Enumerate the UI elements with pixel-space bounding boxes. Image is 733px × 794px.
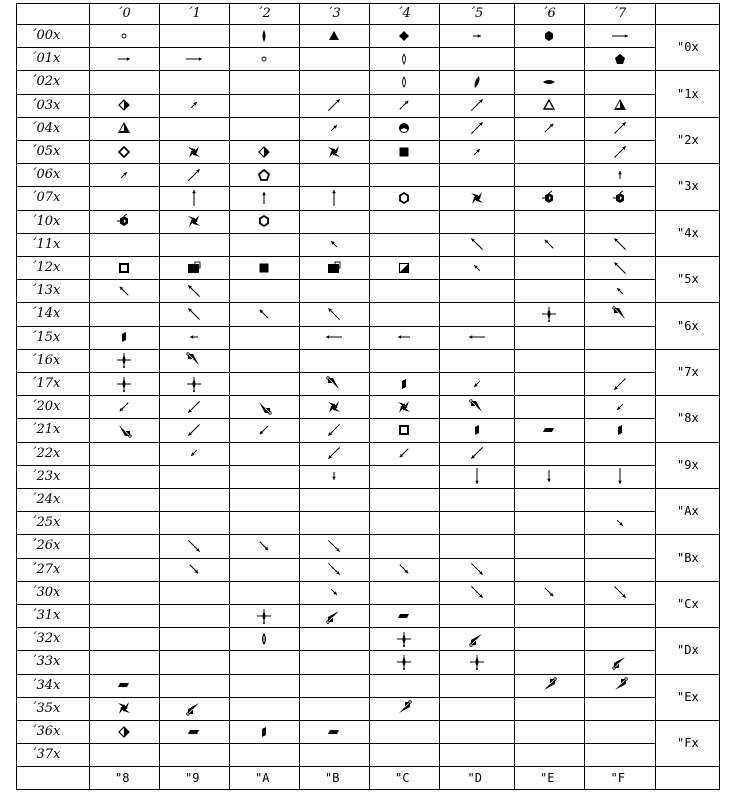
- grid-hline: [16, 558, 656, 559]
- circle-trefoil-icon: [395, 119, 413, 137]
- parallelogram-h-icon: [325, 723, 343, 741]
- arrow-nw-short-icon: [325, 235, 343, 253]
- grid-hline: [16, 140, 656, 141]
- grid-hline: [16, 279, 656, 280]
- arrow-up-long-icon: [185, 189, 203, 207]
- column-header: ´2: [256, 6, 271, 21]
- hex-label: "3x: [677, 179, 699, 194]
- grid-hline: [16, 326, 656, 327]
- arrow-up-short-icon: [611, 166, 629, 184]
- arrow-se-medium-icon: [255, 537, 273, 555]
- grid-hline: [16, 465, 656, 466]
- pentagon-outline-icon: [255, 166, 273, 184]
- arrow-se-long-icon: [325, 560, 343, 578]
- arrow-ne-medium-icon: [395, 96, 413, 114]
- arrow-se-long-icon: [185, 537, 203, 555]
- row-label: ´26x: [30, 538, 61, 554]
- grid-hline: [16, 442, 720, 443]
- arrow-nw-hook-icon: [325, 375, 343, 393]
- arrow-sw-long-icon: [185, 398, 203, 416]
- grid-hline: [16, 650, 656, 651]
- grid-hline: [16, 743, 656, 744]
- row-label: ´32x: [30, 631, 61, 647]
- arrow-ne-long-icon: [611, 119, 629, 137]
- arrow-sw-medium-icon: [115, 398, 133, 416]
- grid-vline: [584, 3, 585, 790]
- column-header: ´0: [116, 6, 131, 21]
- grid-hline: [16, 186, 656, 187]
- grid-hline: [16, 534, 720, 535]
- row-label: ´10x: [30, 213, 61, 229]
- parallelogram-v-icon: [115, 328, 133, 346]
- arrow-nw-long-icon: [611, 235, 629, 253]
- column-header: ´6: [541, 6, 556, 21]
- row-label: ´34x: [30, 677, 61, 693]
- grid-hline: [16, 697, 656, 698]
- triangle-up-outline-icon: [540, 96, 558, 114]
- lens-arrows-icon: [395, 653, 413, 671]
- grid-hline: [16, 674, 720, 675]
- arrow-left-short-icon: [185, 328, 203, 346]
- arrow-se-long-icon: [611, 583, 629, 601]
- row-label: ´36x: [30, 724, 61, 739]
- arrow-nw-long-icon: [325, 305, 343, 323]
- row-label: ´30x: [30, 584, 61, 600]
- grid-hline: [16, 256, 720, 257]
- row-label: ´13x: [30, 283, 61, 299]
- row-label: ´14x: [30, 306, 61, 322]
- ring-small-icon: [255, 50, 273, 68]
- arrow-sw-hook-icon: [611, 653, 629, 671]
- star-pinwheel-icon: [395, 398, 413, 416]
- arrow-left-long-icon: [325, 328, 343, 346]
- footer-header: "B: [325, 771, 340, 786]
- row-label: ´02x: [30, 74, 61, 90]
- hexagon-outline-icon: [395, 189, 413, 207]
- arrow-sw-medium-icon: [395, 444, 413, 462]
- lens-arrows-icon: [540, 305, 558, 323]
- parallelogram-h-icon: [185, 723, 203, 741]
- hexagon-split-icon: [611, 189, 629, 207]
- star-pinwheel-icon: [325, 143, 343, 161]
- arrow-sw-long-icon: [185, 421, 203, 439]
- lens-arrows-icon: [468, 653, 486, 671]
- hex-label: "1x: [677, 86, 699, 101]
- square-diagonal-icon: [395, 259, 413, 277]
- arrow-nw-short-icon: [468, 259, 486, 277]
- grid-hline: [16, 302, 720, 303]
- hex-label: "9x: [677, 457, 699, 472]
- arrow-se-short-icon: [611, 514, 629, 532]
- triangle-up-filled-icon: [325, 27, 343, 45]
- arrow-ne-long-icon: [325, 96, 343, 114]
- lens-arrows-icon: [255, 607, 273, 625]
- row-label: ´07x: [30, 190, 61, 206]
- arrow-se-hook-icon: [115, 421, 133, 439]
- footer-header: "D: [467, 771, 482, 786]
- parallelogram-h-icon: [395, 607, 413, 625]
- parallelogram-h-icon: [115, 676, 133, 694]
- row-label: ´21x: [30, 422, 61, 438]
- arrow-ne-long-icon: [185, 166, 203, 184]
- grid-hline: [16, 372, 656, 373]
- arrow-sw-medium-icon: [255, 421, 273, 439]
- arrow-ne-short-icon: [325, 119, 343, 137]
- arrow-se-long-icon: [468, 583, 486, 601]
- row-label: ´01x: [30, 51, 61, 67]
- grid-hline: [16, 47, 656, 48]
- lens-arrows-icon: [115, 351, 133, 369]
- row-label: ´16x: [30, 352, 61, 368]
- hex-label: "2x: [677, 133, 699, 147]
- grid-hline: [16, 210, 720, 211]
- arrow-right-short-icon: [468, 27, 486, 45]
- arrow-nw-long-icon: [468, 235, 486, 253]
- row-label: ´04x: [30, 120, 61, 136]
- parallelogram-v-icon: [395, 375, 413, 393]
- grid-vline: [514, 3, 515, 790]
- grid-vline: [159, 3, 160, 790]
- arrow-ne-hook-icon: [611, 676, 629, 694]
- lens-split-icon: [255, 630, 273, 648]
- arrow-left-long-icon: [468, 328, 486, 346]
- grid-vline: [89, 3, 90, 790]
- diamond-filled-icon: [395, 27, 413, 45]
- arrow-se-long-icon: [325, 537, 343, 555]
- triangle-up-split-icon: [611, 96, 629, 114]
- diamond-split-icon: [115, 96, 133, 114]
- footer-header: "8: [115, 771, 130, 786]
- arrow-sw-short-icon: [611, 398, 629, 416]
- grid-vline: [16, 3, 17, 790]
- triangle-up-split-icon: [115, 119, 133, 137]
- grid-vline: [719, 3, 720, 790]
- square-split-icon: [325, 259, 343, 277]
- arrow-right-medium-icon: [115, 50, 133, 68]
- grid-hline: [16, 789, 720, 790]
- arrow-sw-hook-icon: [185, 699, 203, 717]
- row-label: ´23x: [30, 468, 61, 484]
- arrow-sw-short-icon: [185, 444, 203, 462]
- column-header: ´3: [326, 6, 341, 21]
- arrow-nw-hook-icon: [611, 305, 629, 323]
- arrow-nw-hook-icon: [468, 398, 486, 416]
- arrow-ne-short-icon: [115, 166, 133, 184]
- grid-hline: [16, 418, 656, 419]
- arrow-nw-hook-icon: [185, 351, 203, 369]
- arrow-nw-long-icon: [611, 259, 629, 277]
- grid-hline: [16, 766, 720, 767]
- row-label: ´37x: [30, 747, 61, 763]
- footer-header: "A: [255, 771, 270, 786]
- arrow-nw-medium-icon: [255, 305, 273, 323]
- footer-header: "F: [610, 771, 625, 786]
- arrow-nw-long-icon: [185, 305, 203, 323]
- row-label: ´06x: [30, 167, 61, 183]
- grid-vline: [369, 3, 370, 790]
- row-label: ´24x: [30, 492, 61, 507]
- row-label: ´31x: [30, 608, 61, 623]
- arrow-se-medium-icon: [185, 560, 203, 578]
- grid-hline: [16, 488, 720, 489]
- arrow-ne-short-icon: [468, 143, 486, 161]
- square-split-icon: [185, 259, 203, 277]
- arrow-down-long-icon: [611, 467, 629, 485]
- grid-hline: [16, 604, 656, 605]
- grid-hline: [16, 163, 720, 164]
- arrow-ne-short-icon: [185, 96, 203, 114]
- hex-label: "Fx: [677, 736, 699, 751]
- grid-hline: [16, 3, 720, 4]
- grid-vline: [229, 3, 230, 790]
- hexagon-split-icon: [115, 212, 133, 230]
- hex-label: "8x: [677, 411, 699, 426]
- lens-outline-icon: [395, 73, 413, 91]
- star-pinwheel-icon: [185, 212, 203, 230]
- grid-hline: [16, 94, 656, 95]
- row-label: ´12x: [30, 260, 61, 275]
- arrow-se-hook-icon: [255, 398, 273, 416]
- row-label: ´20x: [30, 399, 61, 415]
- footer-header: "9: [185, 771, 200, 786]
- arrow-sw-hook-icon: [468, 630, 486, 648]
- square-filled-icon: [255, 259, 273, 277]
- arrow-ne-hook-icon: [395, 699, 413, 717]
- square-outline-icon: [395, 421, 413, 439]
- arrow-right-long-icon: [611, 27, 629, 45]
- row-label: ´22x: [30, 445, 61, 461]
- hex-label: "Ex: [677, 689, 699, 704]
- arrow-ne-long-icon: [468, 96, 486, 114]
- diamond-split-icon: [115, 723, 133, 741]
- row-label: ´27x: [30, 561, 61, 577]
- hex-label: "0x: [677, 40, 699, 55]
- arrow-ne-medium-icon: [540, 119, 558, 137]
- arrow-se-short-icon: [325, 583, 343, 601]
- hex-label: "Cx: [677, 597, 699, 611]
- hex-label: "5x: [677, 272, 699, 287]
- arrow-sw-long-icon: [325, 421, 343, 439]
- hex-label: "6x: [677, 318, 699, 333]
- ring-small-icon: [115, 27, 133, 45]
- arrow-ne-hook-icon: [540, 676, 558, 694]
- arrow-ne-long-icon: [468, 119, 486, 137]
- hexagon-filled-icon: [540, 27, 558, 45]
- row-label: ´35x: [30, 700, 61, 716]
- arrow-up-long-icon: [325, 189, 343, 207]
- lens-filled-icon: [468, 73, 486, 91]
- arrow-down-medium-icon: [540, 467, 558, 485]
- footer-header: "C: [395, 771, 410, 786]
- row-label: ´00x: [30, 28, 61, 43]
- arrow-nw-medium-icon: [115, 282, 133, 300]
- hex-label: "Ax: [677, 504, 699, 519]
- arrow-right-long-icon: [185, 50, 203, 68]
- diamond-lens-icon: [255, 27, 273, 45]
- arrow-sw-long-icon: [325, 444, 343, 462]
- grid-vline: [655, 3, 656, 790]
- lens-horizontal-icon: [540, 73, 558, 91]
- arrow-up-medium-icon: [255, 189, 273, 207]
- grid-hline: [16, 24, 720, 25]
- row-label: ´25x: [30, 515, 61, 531]
- grid-hline: [16, 511, 656, 512]
- arrow-nw-short-icon: [611, 282, 629, 300]
- arrow-se-long-icon: [468, 560, 486, 578]
- arrow-sw-long-icon: [611, 375, 629, 393]
- lens-arrows-icon: [395, 630, 413, 648]
- column-header: ´7: [611, 6, 627, 21]
- parallelogram-v-icon: [468, 421, 486, 439]
- arrow-nw-medium-icon: [540, 235, 558, 253]
- grid-hline: [16, 117, 720, 118]
- arrow-down-short-icon: [325, 467, 343, 485]
- square-filled-icon: [395, 143, 413, 161]
- grid-hline: [16, 70, 720, 71]
- diamond-outline-icon: [115, 143, 133, 161]
- arrow-se-medium-icon: [540, 583, 558, 601]
- parallelogram-v-icon: [611, 421, 629, 439]
- hex-label: "Dx: [677, 643, 699, 658]
- grid-vline: [299, 3, 300, 790]
- hex-label: "Bx: [677, 550, 699, 565]
- grid-hline: [16, 627, 720, 628]
- arrow-sw-long-icon: [468, 444, 486, 462]
- grid-hline: [16, 720, 720, 721]
- grid-vline: [439, 3, 440, 790]
- parallelogram-v-icon: [255, 723, 273, 741]
- row-label: ´11x: [30, 236, 61, 252]
- row-label: ´05x: [30, 144, 61, 159]
- lens-outline-icon: [395, 50, 413, 68]
- grid-hline: [16, 581, 720, 582]
- arrow-se-medium-icon: [395, 560, 413, 578]
- lens-arrows-icon: [185, 375, 203, 393]
- star-pinwheel-icon: [185, 143, 203, 161]
- star-pinwheel-icon: [115, 699, 133, 717]
- arrow-sw-short-icon: [468, 375, 486, 393]
- arrow-down-long-icon: [468, 467, 486, 485]
- footer-header: "E: [540, 771, 555, 786]
- row-label: ´15x: [30, 329, 61, 345]
- square-outline-icon: [115, 259, 133, 277]
- star-pinwheel-icon: [468, 189, 486, 207]
- pentagon-filled-icon: [611, 50, 629, 68]
- row-label: ´03x: [30, 97, 61, 113]
- grid-hline: [16, 395, 720, 396]
- hexagon-split-icon: [540, 189, 558, 207]
- grid-hline: [16, 233, 656, 234]
- arrow-nw-long-icon: [185, 282, 203, 300]
- arrow-ne-long-icon: [611, 143, 629, 161]
- star-pinwheel-icon: [325, 398, 343, 416]
- hex-label: "4x: [677, 225, 699, 240]
- hexagon-outline-icon: [255, 212, 273, 230]
- diamond-split-icon: [255, 143, 273, 161]
- parallelogram-h-icon: [540, 421, 558, 439]
- column-header: ´5: [468, 6, 484, 21]
- column-header: ´1: [186, 6, 201, 21]
- grid-hline: [16, 349, 720, 350]
- lens-arrows-icon: [115, 375, 133, 393]
- arrow-sw-hook-icon: [325, 607, 343, 625]
- arrow-left-medium-icon: [395, 328, 413, 346]
- hex-label: "7x: [677, 365, 699, 379]
- row-label: ´17x: [30, 376, 61, 391]
- column-header: ´4: [396, 6, 411, 21]
- row-label: ´33x: [30, 654, 61, 670]
